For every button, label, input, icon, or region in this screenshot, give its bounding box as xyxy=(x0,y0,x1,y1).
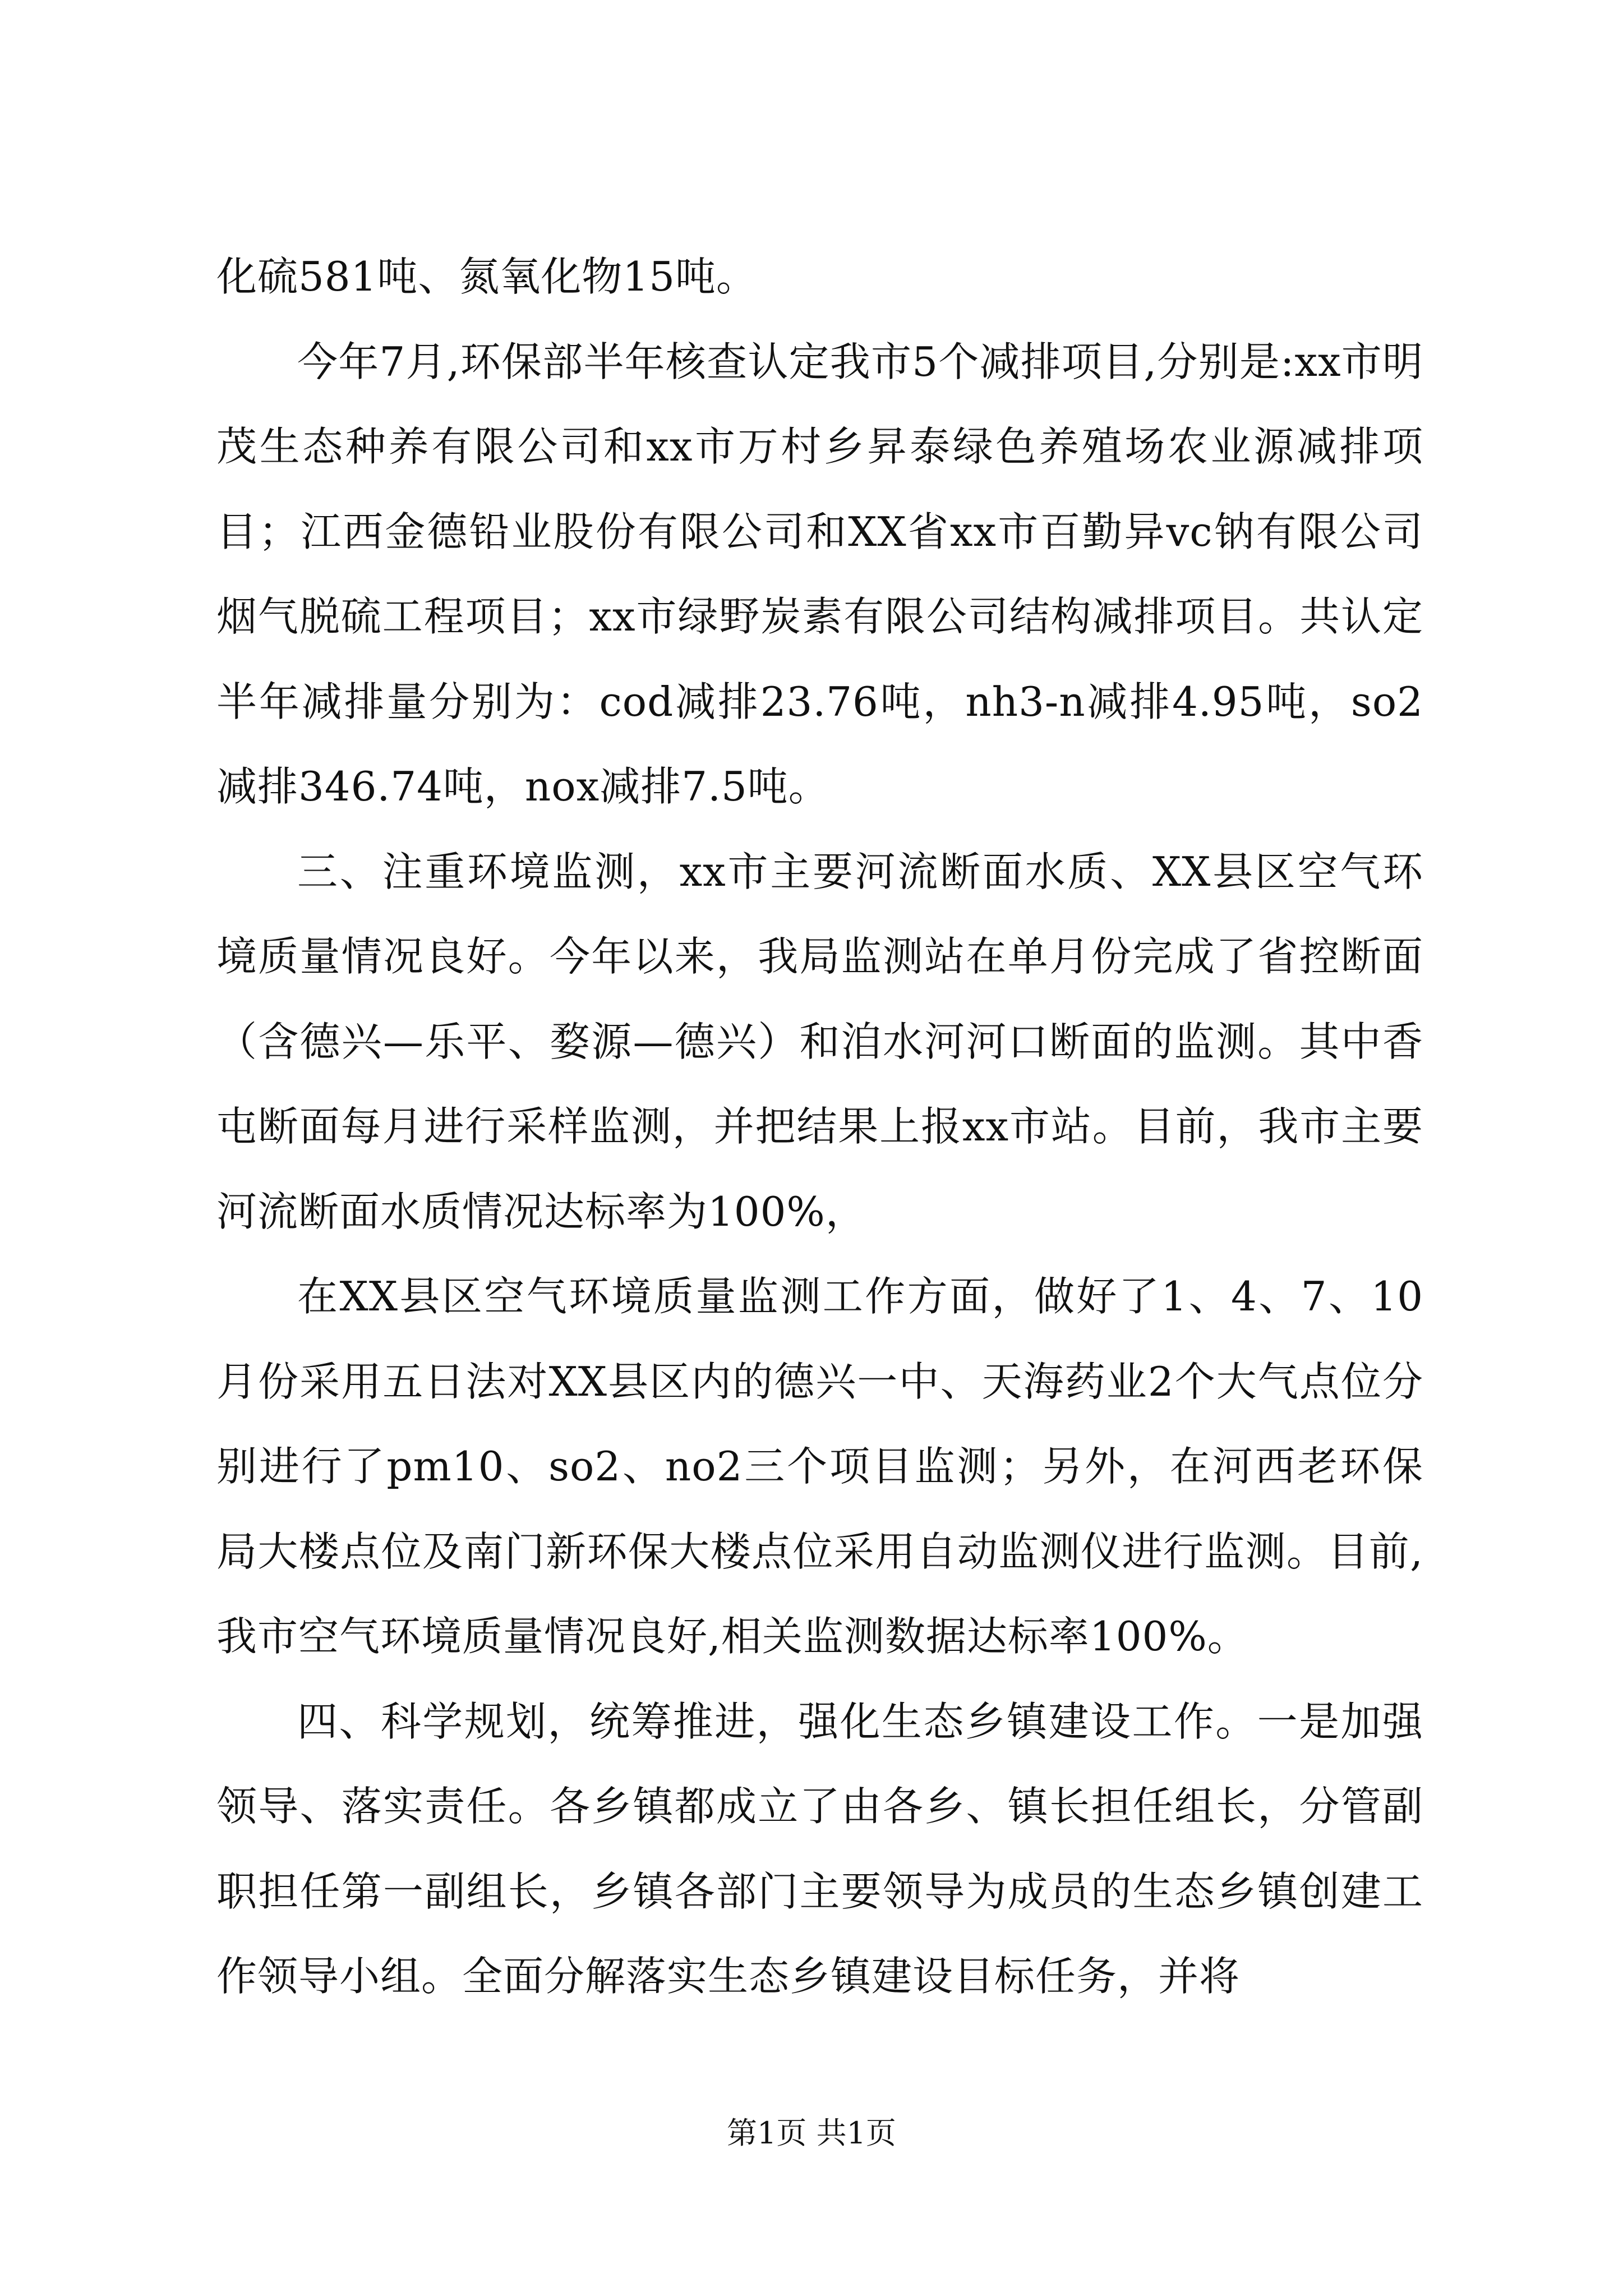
paragraph-1: 化硫581吨、氮氧化物15吨。 xyxy=(216,253,758,300)
paragraph-3: 三、注重环境监测，xx市主要河流断面水质、XX县区空气环境质量情况良好。今年以来，我局监测站在单月份完成了省控断面（含德兴—乐平、婺源—德兴）和洎水河河口断面的监测。其中香屯断面每月进行采样监测，并把结果上报xx市站。目前，我市主要河流断面水质情况达标率为100%， xyxy=(216,848,1423,1235)
page-footer: 第1页 共1页 xyxy=(727,2115,896,2151)
paragraph-2: 今年7月,环保部半年核查认定我市5个减排项目,分别是:xx市明茂生态种养有限公司和xx市万村乡昇泰绿色养殖场农业源减排项目；江西金德铅业股份有限公司和XX省xx市百勤异vc钠有限公司烟气脱硫工程项目；xx市绿野炭素有限公司结构减排项目。共认定半年减排量分别为：cod减排23.76吨，nh3-n减排4.95吨，so2减排346.74吨，nox减排7.5吨。 xyxy=(216,338,1423,810)
paragraph-5: 四、科学规划，统筹推进，强化生态乡镇建设工作。一是加强领导、落实责任。各乡镇都成立了由各乡、镇长担任组长，分管副职担任第一副组长，乡镇各部门主要领导为成员的生态乡镇创建工作领导小组。全面分解落实生态乡镇建设目标任务，并将 xyxy=(216,1697,1423,2000)
paragraph-4: 在XX县区空气环境质量监测工作方面，做好了1、4、7、10月份采用五日法对XX县区内的德兴一中、天海药业2个大气点位分别进行了pm10、so2、no2三个项目监测；另外，在河西老环保局大楼点位及南门新环保大楼点位采用自动监测仪进行监测。目前,我市空气环境质量情况良好,相关监测数据达标率100%。 xyxy=(216,1273,1423,1660)
document-body xyxy=(216,234,1423,2019)
